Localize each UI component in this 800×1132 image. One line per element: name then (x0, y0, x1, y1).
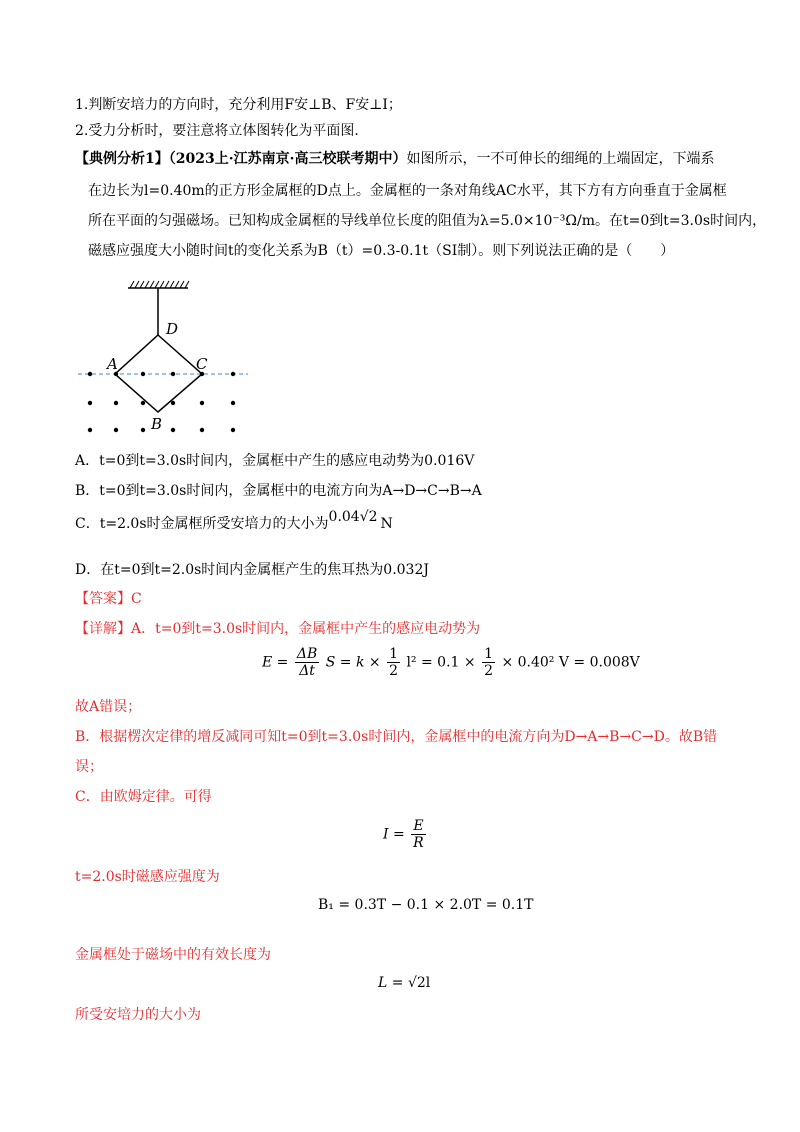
problem-text-1: 如图所示，一不可伸长的细绳的上端固定，下端系 (406, 151, 715, 167)
option-c (75, 509, 393, 534)
eq1-frac2-num: 1 (389, 646, 398, 662)
detail-force: 所受安培力的大小为 (75, 1007, 201, 1023)
detail-t2-line: t=2.0s时磁感应强度为 (75, 869, 220, 885)
detail-effective-length: 金属框处于磁场中的有效长度为 (75, 947, 271, 963)
answer-label: 【答案】C (75, 591, 142, 607)
detail-c-intro: C．由欧姆定律。可得 (75, 789, 212, 805)
detail-b-line-2: 误； (75, 759, 103, 775)
problem-figure (70, 278, 270, 443)
detail-b-line-1: B．根据楞次定律的增反减同可知t=0到t=3.0s时间内，金属框中的电流方向为D→A→B→C→D。故B错 (75, 729, 718, 745)
problem-line-3: 所在平面的匀强磁场。已知构成金属框的导线单位长度的阻值为λ=5.0×10⁻³Ω/m。在t=0到t=3.0s时间内， (88, 213, 767, 229)
eq1-frac3 (482, 646, 495, 679)
eq1-frac3-num: 1 (484, 646, 493, 662)
eq2-den: R (413, 835, 424, 851)
eq2-frac (411, 818, 426, 851)
equation-b1: B₁ = 0.3T − 0.1 × 2.0T = 0.1T (318, 897, 534, 913)
eq2-num: E (411, 818, 426, 835)
eq1-frac1 (295, 646, 319, 679)
equation-emf (262, 646, 640, 679)
label-c: C (196, 355, 208, 373)
option-c-value: 0.04√2 (328, 509, 378, 525)
eq4-lhs: L = (378, 975, 404, 991)
eq1-mid2: l² = 0.1 × (406, 654, 476, 671)
tip-2: 2.受力分析时，要注意将立体图转化为平面图. (75, 123, 359, 139)
eq1-frac1-den: Δt (299, 663, 315, 679)
option-b: B．t=0到t=3.0s时间内，金属框中的电流方向为A→D→C→B→A (75, 483, 482, 499)
problem-line-1 (75, 149, 714, 169)
option-c-text: C．t=2.0s时金属框所受安培力的大小为 (75, 516, 329, 532)
problem-line-4: 磁感应强度大小随时间t的变化关系为B（t）=0.3-0.1t（SI制）。则下列说法正确的是（ ） (88, 243, 675, 259)
eq1-frac2 (387, 646, 400, 679)
equation-length (378, 975, 430, 991)
eq1-lhs: E = (262, 654, 289, 671)
option-c-unit: N (380, 516, 393, 532)
eq1-frac2-den: 2 (389, 663, 398, 679)
problem-source: （2023上·江苏南京·高三校联考期中） (168, 151, 407, 167)
eq2-lhs: I = (383, 826, 405, 843)
eq1-frac1-num: ΔB (296, 646, 318, 662)
detail-intro: 【详解】A．t=0到t=3.0s时间内，金属框中产生的感应电动势为 (75, 621, 481, 637)
problem-line-2: 在边长为l=0.40m的正方形金属框的D点上。金属框的一条对角线AC水平，其下方有方向垂直于金属框 (88, 183, 727, 199)
eq1-rhs: × 0.40² V = 0.008V (501, 654, 640, 671)
equation-ohm (383, 818, 428, 851)
label-a: A (107, 355, 118, 373)
label-d: D (166, 320, 179, 338)
eq1-mid1: S = k × (325, 654, 381, 671)
eq1-frac3-den: 2 (484, 663, 493, 679)
option-d: D．在t=0到t=2.0s时间内金属框产生的焦耳热为0.032J (75, 562, 429, 578)
option-a: A．t=0到t=3.0s时间内，金属框中产生的感应电动势为0.016V (75, 453, 475, 469)
tip-1: 1.判断安培力的方向时，充分利用F安⊥B、F安⊥I； (75, 97, 402, 113)
problem-label: 【典例分析1】 (75, 151, 169, 167)
eq4-rhs: √2l (407, 975, 431, 991)
label-b: B (151, 415, 163, 433)
detail-a-wrong: 故A错误； (75, 699, 142, 715)
